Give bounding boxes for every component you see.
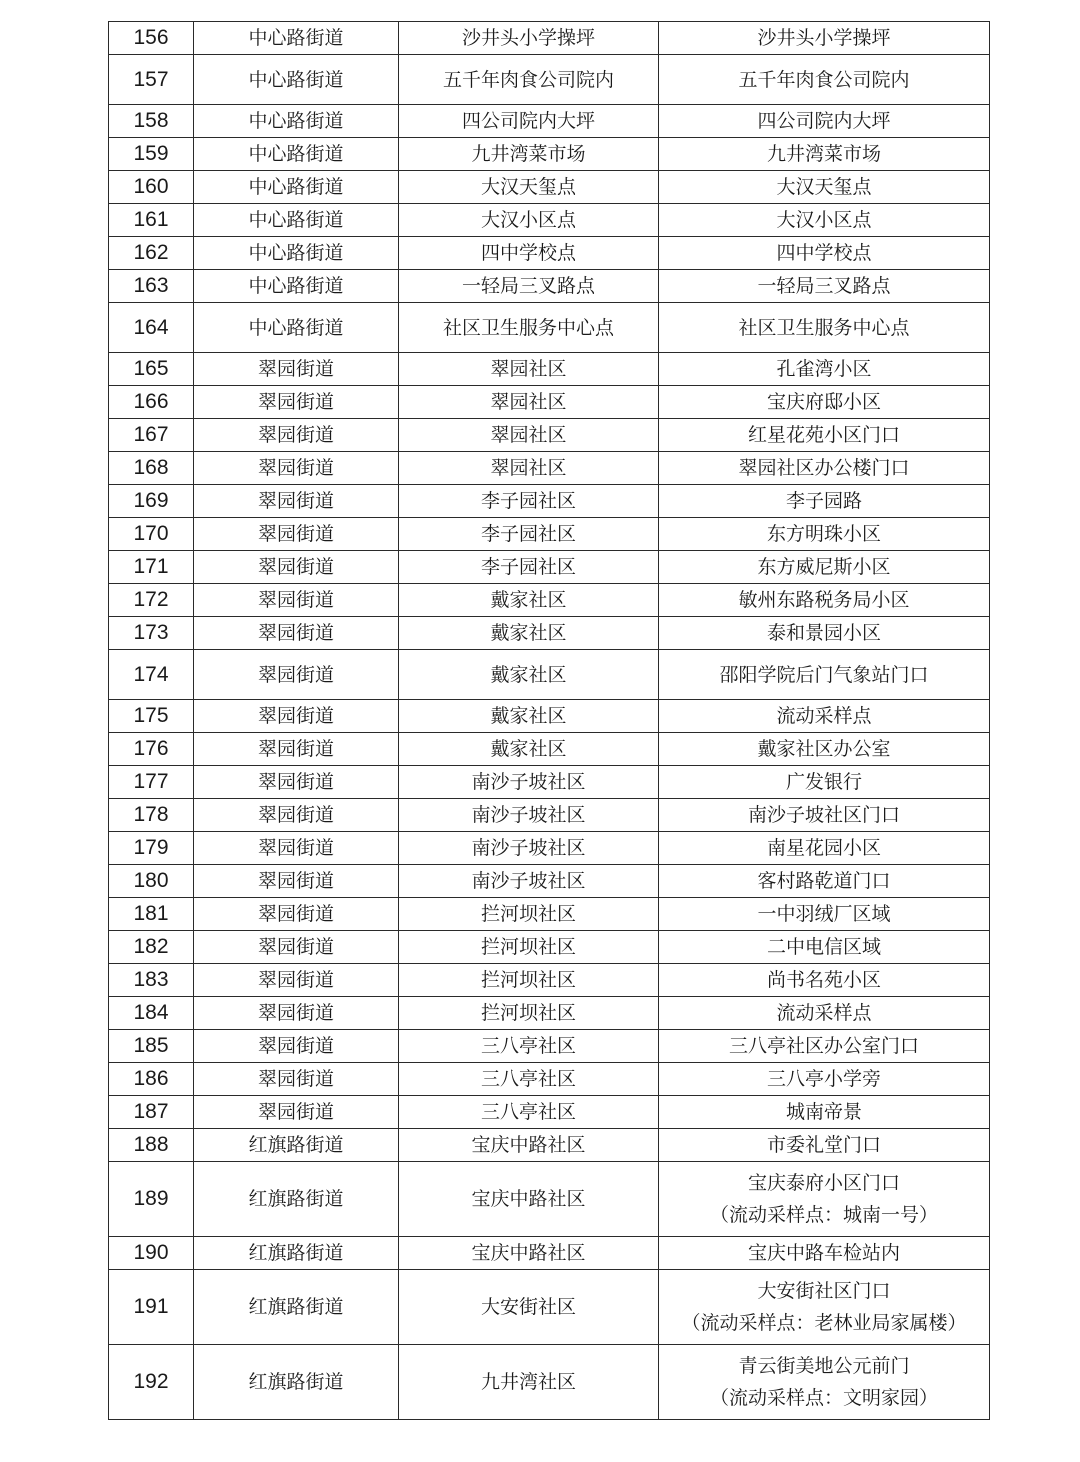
table-row <box>109 518 990 551</box>
street-cell: 红旗路街道 <box>194 1129 399 1162</box>
table-row <box>109 55 990 105</box>
site-note: （流动采样点：老林业局家属楼） <box>681 1312 967 1334</box>
site-cell: 沙井头小学操坪 <box>659 22 990 55</box>
row-number-cell: 161 <box>109 204 194 237</box>
site-cell: 戴家社区办公室 <box>659 733 990 766</box>
community-cell: 五千年肉食公司院内 <box>399 55 659 105</box>
street-cell: 翠园街道 <box>194 650 399 700</box>
site-cell: 大汉小区点 <box>659 204 990 237</box>
site-cell: 社区卫生服务中心点 <box>659 303 990 353</box>
community-cell: 南沙子坡社区 <box>399 799 659 832</box>
street-cell: 中心路街道 <box>194 105 399 138</box>
site-note: （流动采样点：文明家园） <box>709 1387 938 1409</box>
street-cell: 翠园街道 <box>194 1030 399 1063</box>
table-row <box>109 799 990 832</box>
row-number-cell: 180 <box>109 865 194 898</box>
community-cell: 翠园社区 <box>399 419 659 452</box>
table-row <box>109 832 990 865</box>
street-cell: 中心路街道 <box>194 22 399 55</box>
site-cell: 广发银行 <box>659 766 990 799</box>
site-name: 大安街社区门口 <box>757 1280 891 1302</box>
row-number-cell: 186 <box>109 1063 194 1096</box>
site-cell: 东方威尼斯小区 <box>659 551 990 584</box>
row-number-cell: 169 <box>109 485 194 518</box>
site-cell: 四公司院内大坪 <box>659 105 990 138</box>
table-body <box>109 22 990 1420</box>
community-cell: 一轻局三叉路点 <box>399 270 659 303</box>
table-row <box>109 551 990 584</box>
site-cell: 市委礼堂门口 <box>659 1129 990 1162</box>
row-number-cell: 162 <box>109 237 194 270</box>
community-cell: 戴家社区 <box>399 584 659 617</box>
site-cell: 泰和景园小区 <box>659 617 990 650</box>
row-number-cell: 188 <box>109 1129 194 1162</box>
community-cell: 戴家社区 <box>399 733 659 766</box>
community-cell: 九井湾社区 <box>399 1345 659 1420</box>
table-row <box>109 419 990 452</box>
table-row <box>109 997 990 1030</box>
site-cell: 五千年肉食公司院内 <box>659 55 990 105</box>
community-cell: 四中学校点 <box>399 237 659 270</box>
table-row <box>109 138 990 171</box>
site-cell: 二中电信区域 <box>659 931 990 964</box>
community-cell: 戴家社区 <box>399 650 659 700</box>
street-cell: 红旗路街道 <box>194 1345 399 1420</box>
street-cell: 中心路街道 <box>194 171 399 204</box>
street-cell: 翠园街道 <box>194 617 399 650</box>
table-row <box>109 303 990 353</box>
site-cell: 南沙子坡社区门口 <box>659 799 990 832</box>
row-number-cell: 183 <box>109 964 194 997</box>
community-cell: 大汉天玺点 <box>399 171 659 204</box>
row-number-cell: 165 <box>109 353 194 386</box>
site-cell: 城南帝景 <box>659 1096 990 1129</box>
table-row <box>109 237 990 270</box>
site-cell <box>659 1162 990 1237</box>
community-cell: 李子园社区 <box>399 551 659 584</box>
community-cell: 拦河坝社区 <box>399 997 659 1030</box>
street-cell: 翠园街道 <box>194 700 399 733</box>
street-cell: 翠园街道 <box>194 419 399 452</box>
row-number-cell: 168 <box>109 452 194 485</box>
site-cell: 三八亭小学旁 <box>659 1063 990 1096</box>
site-cell: 客村路乾道门口 <box>659 865 990 898</box>
street-cell: 翠园街道 <box>194 485 399 518</box>
row-number-cell: 167 <box>109 419 194 452</box>
community-cell: 沙井头小学操坪 <box>399 22 659 55</box>
community-cell: 李子园社区 <box>399 518 659 551</box>
community-cell: 大汉小区点 <box>399 204 659 237</box>
street-cell: 翠园街道 <box>194 799 399 832</box>
table-row <box>109 1345 990 1420</box>
community-cell: 戴家社区 <box>399 617 659 650</box>
table-row <box>109 270 990 303</box>
site-cell: 宝庆府邸小区 <box>659 386 990 419</box>
row-number-cell: 159 <box>109 138 194 171</box>
site-cell: 翠园社区办公楼门口 <box>659 452 990 485</box>
row-number-cell: 157 <box>109 55 194 105</box>
street-cell: 翠园街道 <box>194 1096 399 1129</box>
street-cell: 翠园街道 <box>194 733 399 766</box>
street-cell: 中心路街道 <box>194 55 399 105</box>
row-number-cell: 163 <box>109 270 194 303</box>
row-number-cell: 160 <box>109 171 194 204</box>
table-row <box>109 700 990 733</box>
table-row <box>109 1237 990 1270</box>
table-row <box>109 1129 990 1162</box>
table-row <box>109 733 990 766</box>
row-number-cell: 189 <box>109 1162 194 1237</box>
street-cell: 翠园街道 <box>194 551 399 584</box>
site-cell: 一轻局三叉路点 <box>659 270 990 303</box>
table-row <box>109 1270 990 1345</box>
community-cell: 宝庆中路社区 <box>399 1129 659 1162</box>
street-cell: 翠园街道 <box>194 518 399 551</box>
site-cell: 敏州东路税务局小区 <box>659 584 990 617</box>
site-cell: 红星花苑小区门口 <box>659 419 990 452</box>
site-cell: 三八亭社区办公室门口 <box>659 1030 990 1063</box>
row-number-cell: 182 <box>109 931 194 964</box>
street-cell: 翠园街道 <box>194 353 399 386</box>
street-cell: 翠园街道 <box>194 964 399 997</box>
table-row <box>109 1063 990 1096</box>
site-cell: 四中学校点 <box>659 237 990 270</box>
row-number-cell: 181 <box>109 898 194 931</box>
community-cell: 三八亭社区 <box>399 1096 659 1129</box>
table-row <box>109 452 990 485</box>
community-cell: 南沙子坡社区 <box>399 865 659 898</box>
row-number-cell: 187 <box>109 1096 194 1129</box>
row-number-cell: 192 <box>109 1345 194 1420</box>
site-note: （流动采样点：城南一号） <box>709 1204 938 1226</box>
street-cell: 翠园街道 <box>194 898 399 931</box>
site-name: 宝庆泰府小区门口 <box>747 1172 900 1194</box>
community-cell: 戴家社区 <box>399 700 659 733</box>
street-cell: 翠园街道 <box>194 452 399 485</box>
table-row <box>109 386 990 419</box>
row-number-cell: 179 <box>109 832 194 865</box>
table-row <box>109 353 990 386</box>
row-number-cell: 171 <box>109 551 194 584</box>
community-cell: 李子园社区 <box>399 485 659 518</box>
table-row <box>109 204 990 237</box>
community-cell: 南沙子坡社区 <box>399 832 659 865</box>
row-number-cell: 184 <box>109 997 194 1030</box>
table-row <box>109 650 990 700</box>
community-cell: 社区卫生服务中心点 <box>399 303 659 353</box>
site-cell: 尚书名苑小区 <box>659 964 990 997</box>
row-number-cell: 173 <box>109 617 194 650</box>
street-cell: 中心路街道 <box>194 270 399 303</box>
row-number-cell: 176 <box>109 733 194 766</box>
community-cell: 三八亭社区 <box>399 1030 659 1063</box>
table-row <box>109 1096 990 1129</box>
site-cell <box>659 1270 990 1345</box>
street-cell: 翠园街道 <box>194 832 399 865</box>
site-cell: 流动采样点 <box>659 997 990 1030</box>
row-number-cell: 156 <box>109 22 194 55</box>
site-cell: 一中羽绒厂区域 <box>659 898 990 931</box>
site-cell: 孔雀湾小区 <box>659 353 990 386</box>
row-number-cell: 170 <box>109 518 194 551</box>
table-row <box>109 1030 990 1063</box>
table-row <box>109 617 990 650</box>
table-row <box>109 964 990 997</box>
street-cell: 翠园街道 <box>194 1063 399 1096</box>
community-cell: 南沙子坡社区 <box>399 766 659 799</box>
street-cell: 翠园街道 <box>194 584 399 617</box>
street-cell: 红旗路街道 <box>194 1270 399 1345</box>
row-number-cell: 178 <box>109 799 194 832</box>
street-cell: 翠园街道 <box>194 386 399 419</box>
row-number-cell: 166 <box>109 386 194 419</box>
table-row <box>109 584 990 617</box>
row-number-cell: 177 <box>109 766 194 799</box>
street-cell: 中心路街道 <box>194 204 399 237</box>
row-number-cell: 175 <box>109 700 194 733</box>
community-cell: 宝庆中路社区 <box>399 1237 659 1270</box>
community-cell: 宝庆中路社区 <box>399 1162 659 1237</box>
street-cell: 翠园街道 <box>194 766 399 799</box>
row-number-cell: 190 <box>109 1237 194 1270</box>
site-cell: 邵阳学院后门气象站门口 <box>659 650 990 700</box>
table-row <box>109 766 990 799</box>
site-cell: 大汉天玺点 <box>659 171 990 204</box>
site-cell: 流动采样点 <box>659 700 990 733</box>
row-number-cell: 185 <box>109 1030 194 1063</box>
site-cell: 宝庆中路车检站内 <box>659 1237 990 1270</box>
site-name: 青云街美地公元前门 <box>738 1355 910 1377</box>
table-row <box>109 485 990 518</box>
community-cell: 三八亭社区 <box>399 1063 659 1096</box>
sampling-sites-table <box>108 21 990 1420</box>
row-number-cell: 174 <box>109 650 194 700</box>
community-cell: 翠园社区 <box>399 386 659 419</box>
table-row <box>109 1162 990 1237</box>
street-cell: 翠园街道 <box>194 931 399 964</box>
street-cell: 中心路街道 <box>194 303 399 353</box>
community-cell: 拦河坝社区 <box>399 898 659 931</box>
community-cell: 四公司院内大坪 <box>399 105 659 138</box>
table-row <box>109 171 990 204</box>
community-cell: 大安街社区 <box>399 1270 659 1345</box>
community-cell: 九井湾菜市场 <box>399 138 659 171</box>
row-number-cell: 158 <box>109 105 194 138</box>
community-cell: 拦河坝社区 <box>399 964 659 997</box>
street-cell: 中心路街道 <box>194 237 399 270</box>
site-cell <box>659 1345 990 1420</box>
community-cell: 翠园社区 <box>399 353 659 386</box>
table-row <box>109 22 990 55</box>
table-row <box>109 865 990 898</box>
table-row <box>109 931 990 964</box>
site-cell: 南星花园小区 <box>659 832 990 865</box>
community-cell: 拦河坝社区 <box>399 931 659 964</box>
site-cell: 东方明珠小区 <box>659 518 990 551</box>
table-row <box>109 105 990 138</box>
street-cell: 翠园街道 <box>194 865 399 898</box>
row-number-cell: 191 <box>109 1270 194 1345</box>
street-cell: 红旗路街道 <box>194 1237 399 1270</box>
site-cell: 九井湾菜市场 <box>659 138 990 171</box>
street-cell: 中心路街道 <box>194 138 399 171</box>
row-number-cell: 164 <box>109 303 194 353</box>
row-number-cell: 172 <box>109 584 194 617</box>
street-cell: 翠园街道 <box>194 997 399 1030</box>
site-cell: 李子园路 <box>659 485 990 518</box>
community-cell: 翠园社区 <box>399 452 659 485</box>
table-row <box>109 898 990 931</box>
street-cell: 红旗路街道 <box>194 1162 399 1237</box>
